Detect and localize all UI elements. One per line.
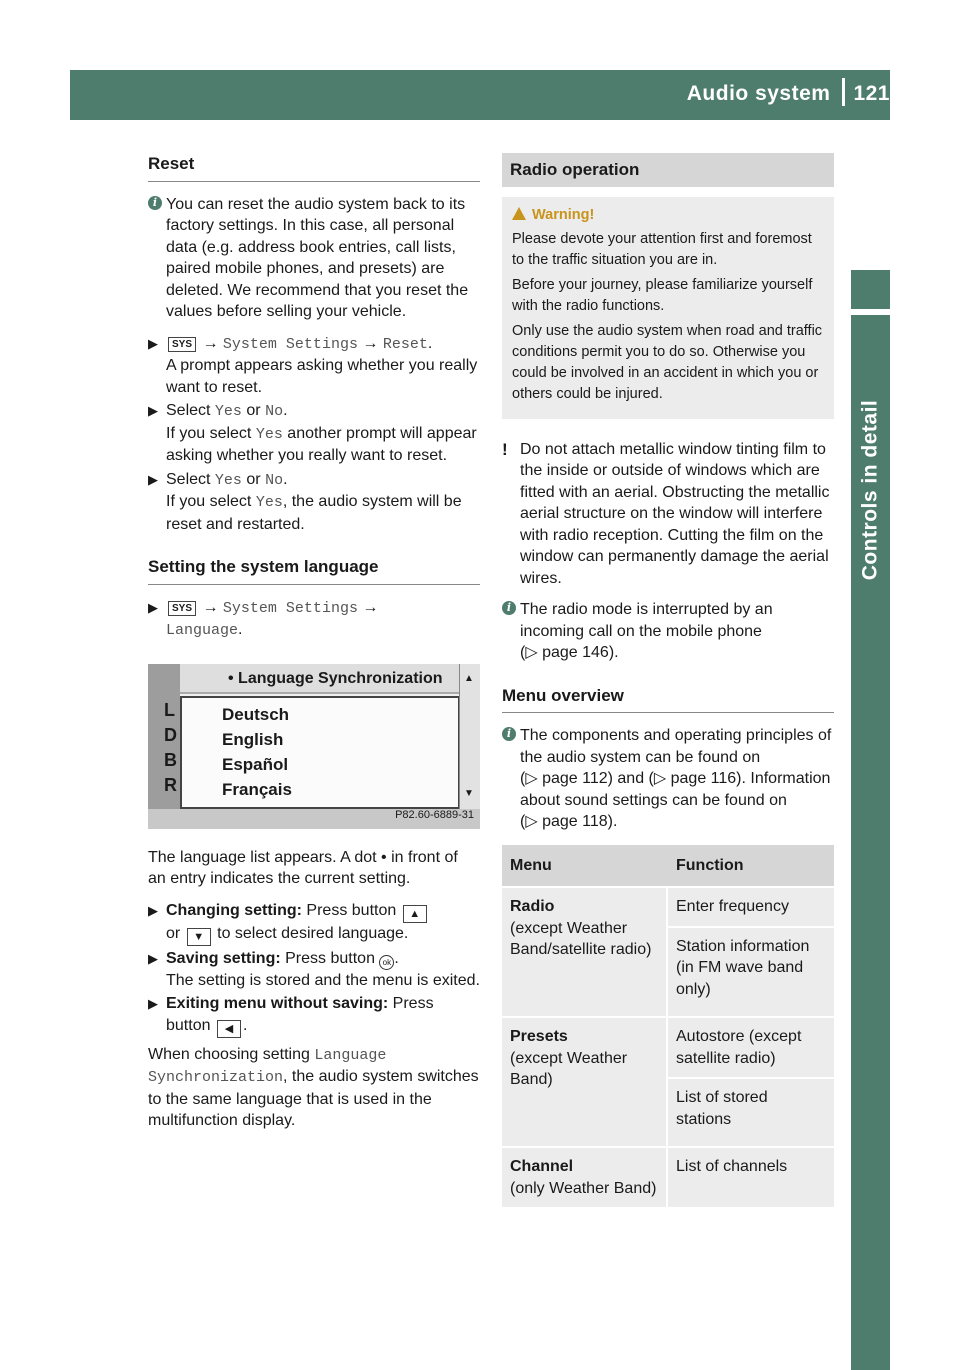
warning-icon [512, 207, 526, 220]
header-divider [842, 78, 845, 106]
table-cell-function: List of stored stations [668, 1077, 834, 1146]
exit-menu-step [148, 993, 480, 1038]
menu-note-text: The components and operating principles of the audio system can be found on [520, 727, 832, 766]
side-tab-marker [851, 270, 890, 309]
path-arrow: → [362, 334, 379, 352]
step-arrow-icon: ▶ [148, 996, 158, 1011]
save-label: Saving setting: [166, 949, 281, 967]
menu-sub: (except Weather Band) [510, 1049, 628, 1088]
radio-heading: Radio operation [502, 153, 834, 187]
table-cell-menu [502, 1146, 668, 1207]
if-text: If you select [166, 493, 256, 510]
table-cell-function: Autostore (except satellite radio) [668, 1016, 834, 1077]
screen-letter: L [164, 699, 175, 720]
sync-code: Language [314, 1046, 387, 1064]
path-arrow: → [362, 598, 379, 616]
side-tab-label: Controls in detail [858, 399, 882, 581]
change-setting-step [148, 900, 480, 946]
path-language: Language [166, 622, 239, 639]
reset-step-3-text: , the audio system will be reset and restarted. [166, 493, 462, 533]
table-cell-menu [502, 886, 668, 1016]
menu-sub: (only Weather Band) [510, 1179, 657, 1197]
reset-step-2: ▶ Select Yes or No. If you select Yes another prompt will appear asking whether you really want to reset. [148, 402, 477, 464]
caution-text: Do not attach metallic window tinting film to the inside or outside of windows which are fitted with an aerial. Obstructing the metallic aerial structure on the window will interfere with radio reception. Cutting the film on the window can permanently damage the aerial wires. [520, 440, 830, 587]
table-row [502, 1016, 834, 1077]
path-arrow: → [202, 334, 219, 352]
menu-name: Radio [510, 898, 555, 915]
step-arrow-icon: ▶ [148, 902, 158, 918]
menu-overview-heading: Menu overview [502, 682, 834, 714]
radio-info-note [502, 599, 834, 664]
exit-text: Press button [166, 995, 434, 1034]
or-text: or [241, 402, 266, 419]
option-no: No [265, 471, 284, 489]
sync-code: Synchronization [148, 1069, 284, 1086]
menu-name: Channel [510, 1158, 574, 1175]
path-system-settings: System Settings [222, 335, 358, 353]
language-list [180, 696, 460, 809]
header-title: Audio system [686, 81, 831, 105]
option-no: No [265, 403, 284, 420]
page-reference: (▷ page 112) and (▷ page 116). Information about sound settings can be found on [520, 770, 831, 809]
or-text: or [241, 470, 266, 488]
path-reset: Reset [382, 335, 428, 353]
if-text: If you select [166, 424, 256, 442]
warning-title [512, 205, 824, 226]
ok-button-icon: ok [379, 955, 394, 970]
select-text: Select [166, 402, 215, 419]
change-text: to select desired language. [212, 924, 409, 942]
down-button-icon: ▼ [187, 928, 211, 946]
language-step-1: ▶ SYS → System Settings → Language. [148, 598, 379, 639]
screen-top-bar [180, 664, 460, 694]
table-header-function: Function [668, 845, 834, 887]
sync-text: When choosing setting [148, 1045, 315, 1063]
reset-step-1-text: A prompt appears asking whether you really want to reset. [166, 357, 478, 396]
screen-footer [148, 809, 480, 829]
sync-text: , the audio system switches to the same language that is used in the multifunction display. [148, 1068, 479, 1129]
step-arrow-icon: ▶ [148, 471, 158, 487]
table-cell-function: Station information (in FM wave band only) [668, 926, 834, 1017]
image-code: P82.60-6889-31 [395, 809, 474, 821]
change-label: Changing setting: [166, 901, 302, 919]
change-text: or [166, 924, 185, 942]
language-sync-item: • Language Synchronization [228, 669, 443, 687]
option-yes: Yes [214, 403, 242, 420]
info-icon: i [148, 196, 162, 210]
screen-letter: R [164, 774, 177, 795]
info-icon: i [502, 727, 516, 741]
step-arrow-icon: ▶ [148, 403, 158, 418]
language-option: Español [222, 754, 289, 774]
path-system-settings: System Settings [222, 599, 358, 617]
warning-paragraph: Please devote your attention first and foremost to the traffic situation you are in. [512, 230, 812, 268]
info-icon: i [502, 601, 516, 615]
language-heading: Setting the system language [148, 553, 480, 585]
exclamation-icon: ! [502, 439, 508, 459]
scroll-down-icon: ▼ [464, 788, 474, 799]
step-arrow-icon: ▶ [148, 950, 158, 966]
screen-scrollbar [459, 664, 480, 809]
table-cell-menu [502, 1016, 668, 1146]
menu-sub: (except Weather Band/satellite radio) [510, 919, 652, 958]
scroll-up-icon: ▲ [464, 672, 474, 684]
language-list-para: The language list appears. A dot • in front of an entry indicates the current setting. [148, 848, 458, 887]
screen-letters [164, 700, 180, 800]
change-text: Press button [301, 901, 401, 919]
step-arrow-icon: ▶ [148, 335, 158, 351]
page-reference: (▷ page 118). [520, 813, 618, 830]
header [687, 82, 890, 106]
option-yes: Yes [255, 425, 283, 443]
language-option: Français [222, 779, 292, 799]
menu-name: Presets [510, 1028, 568, 1045]
screen-letter: B [164, 749, 177, 770]
table-row [502, 886, 834, 926]
back-button-icon: ◀ [217, 1020, 241, 1038]
sys-key-icon: SYS [168, 601, 196, 616]
reset-step-3: ▶ Select Yes or No. If you select Yes, the audio system will be reset and restarted. [148, 470, 462, 533]
sys-key-icon: SYS [168, 337, 196, 352]
reset-step-1: ▶ SYS → System Settings → Reset. A prompt appears asking whether you really want to reset. [148, 334, 478, 396]
right-column [502, 153, 834, 1207]
screen-letter: D [164, 724, 177, 745]
page-reference: (▷ page 146). [520, 644, 619, 661]
select-text: Select [166, 470, 215, 488]
reset-heading: Reset [148, 150, 480, 182]
warning-paragraph: Before your journey, please familiarize yourself with the radio functions. [512, 276, 813, 314]
page-number: 121 [853, 81, 890, 105]
caution-note [502, 439, 834, 590]
save-text: Press button [280, 949, 380, 967]
table-header-row [502, 845, 834, 887]
option-yes: Yes [214, 471, 242, 489]
table-cell-function: List of channels [668, 1146, 834, 1207]
step-arrow-icon: ▶ [148, 599, 158, 615]
menu-table [502, 845, 834, 1208]
save-setting-step: ▶ Saving setting: Press button ok . The setting is stored and the menu is exited. [148, 949, 480, 989]
radio-note-text: The radio mode is interrupted by an incoming call on the mobile phone [520, 601, 773, 640]
table-cell-function: Enter frequency [668, 886, 834, 926]
language-screen-image [148, 664, 480, 829]
menu-info-note [502, 725, 834, 833]
sync-para [148, 1044, 480, 1132]
exit-label: Exiting menu without saving: [166, 995, 389, 1012]
warning-title-text: Warning! [532, 206, 595, 223]
reset-note-text: You can reset the audio system back to its factory settings. In this case, all personal data (e.g. address book entries, call lists, paired mobile phones, and presets) are deleted. We recommend that you reset the values before selling your vehicle. [166, 195, 469, 320]
language-option: Deutsch [222, 704, 290, 724]
save-text: The setting is stored and the menu is exited. [166, 971, 480, 989]
reset-info-note [148, 194, 480, 323]
table-row [502, 1146, 834, 1207]
left-column [148, 150, 480, 1142]
side-tab-gap [851, 310, 890, 315]
language-option: English [222, 729, 284, 749]
up-button-icon: ▲ [403, 905, 427, 923]
option-yes: Yes [255, 494, 283, 511]
warning-box [502, 197, 834, 419]
warning-paragraph: Only use the audio system when road and traffic conditions permit you to do so. Otherwise you could be involved in an accident in which you or others could be injured. [512, 322, 823, 402]
path-arrow: → [202, 598, 219, 616]
reset-step-2-text: another prompt will appear asking whether you really want to reset. [166, 424, 477, 464]
table-header-menu: Menu [502, 845, 668, 887]
exit-text: . [242, 1016, 248, 1034]
